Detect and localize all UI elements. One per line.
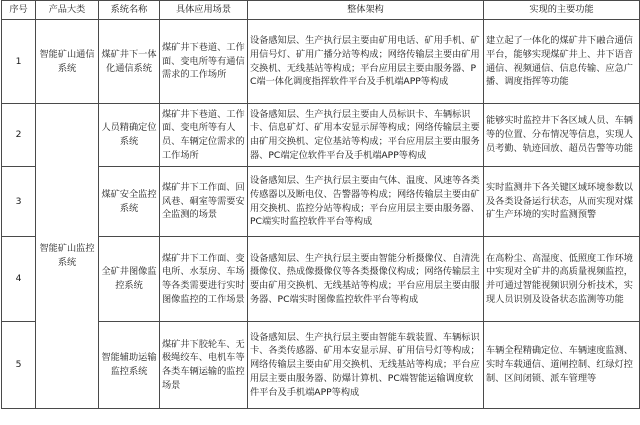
architecture-cell: 设备感知层、生产执行层主要由人员标识卡、车辆标识卡、信息矿灯、矿用本安显示屏等构成；网络传输层主要由矿用交换机、定位基站等构成；平台应用层主要由服务器、PC端定位软件平台及手机端APP等构成: [248, 104, 484, 167]
row-index: 5: [2, 322, 36, 409]
row-index: 2: [2, 104, 36, 167]
architecture-cell: 设备感知层、生产执行层主要由智能车载装置、车辆标识卡、各类传感器、矿用本安显示屏、矿用信号灯等构成；网络传输层主要由矿用交换机、无线基站等构成；平台应用层主要由服务器、防爆计算机、PC端智能运输调度软件平台及手机端APP等构成: [248, 322, 484, 409]
system-name-cell: 煤矿安全监控系统: [99, 167, 160, 237]
architecture-cell: 设备感知层、生产执行层主要由矿用电话、矿用手机、矿用信号灯、矿用广播分站等构成；网络传输层主要由矿用交换机、无线基站等构成；平台应用层主要由服务器、PC端一体化调度指挥软件平台及手机端APP等构成: [248, 20, 484, 104]
scene-cell: 煤矿井下巷道、工作面、变电所等有通信需求的工作场所: [160, 20, 248, 104]
function-cell: 建立起了一体化的煤矿井下融合通信平台，能够实现煤矿井上、井下语音通信、视频通信、信息传输、应急广播、调度指挥等功能: [484, 20, 640, 104]
scene-cell: 煤矿井下工作面、回风巷、硐室等需要安全监测的场景: [160, 167, 248, 237]
product-system-table: [1, 0, 640, 409]
row-index: 4: [2, 237, 36, 322]
architecture-cell: 设备感知层、生产执行层主要由气体、温度、风速等各类传感器以及断电仪、告警器等构成；网络传输层主要由矿用交换机、监控分站等构成；平台应用层主要由服务器、PC端实时监控软件平台等构成: [248, 167, 484, 237]
system-name-cell: 智能辅助运输监控系统: [99, 322, 160, 409]
row-index: 3: [2, 167, 36, 237]
header-row: [2, 1, 640, 20]
header-index: 序号: [2, 1, 36, 20]
table-row: [2, 104, 640, 167]
header-scene: 具体应用场景: [160, 1, 248, 20]
category-cell: 智能矿山通信系统: [36, 20, 99, 104]
category-cell: 智能矿山监控系统: [36, 104, 99, 409]
header-system: 系统名称: [99, 1, 160, 20]
system-name-cell: 煤矿井下一体化通信系统: [99, 20, 160, 104]
header-category: 产品大类: [36, 1, 99, 20]
function-cell: 实时监测井下各关键区域环境参数以及各类设备运行状态，从而实现对煤矿生产环境的实时监测预警: [484, 167, 640, 237]
table-row: [2, 20, 640, 104]
scene-cell: 煤矿井下工作面、变电所、水泵房、车场等各类需要进行实时图像监控的工作场景: [160, 237, 248, 322]
scene-cell: 煤矿井下胶轮车、无极绳绞车、电机车等各类车辆运输的监控场景: [160, 322, 248, 409]
function-cell: 能够实时监控井下各区域人员、车辆等的位置、分布情况等信息，实现人员考勤、轨迹回放、超员告警等功能: [484, 104, 640, 167]
function-cell: 在高粉尘、高湿度、低照度工作环境中实现对全矿井的高质量视频监控，并可通过智能视频识别分析技术，实现人员识别及设备状态监测等功能: [484, 237, 640, 322]
system-name-cell: 人员精确定位系统: [99, 104, 160, 167]
header-architecture: 整体架构: [248, 1, 484, 20]
system-name-cell: 全矿井图像监控系统: [99, 237, 160, 322]
function-cell: 车辆全程精确定位、车辆速度监测、实时车载通信、道闸控制、红绿灯控制、区间闭锁、派车管理等: [484, 322, 640, 409]
architecture-cell: 设备感知层、生产执行层主要由智能分析摄像仪、自清洗摄像仪、热成像摄像仪等各类摄像仪构成；网络传输层主要由矿用交换机、无线基站等构成；平台应用层主要由服务器、PC端实时图像监控软件平台等构成: [248, 237, 484, 322]
header-function: 实现的主要功能: [484, 1, 640, 20]
scene-cell: 煤矿井下巷道、工作面、变电所等有人员、车辆定位需求的工作场所: [160, 104, 248, 167]
row-index: 1: [2, 20, 36, 104]
